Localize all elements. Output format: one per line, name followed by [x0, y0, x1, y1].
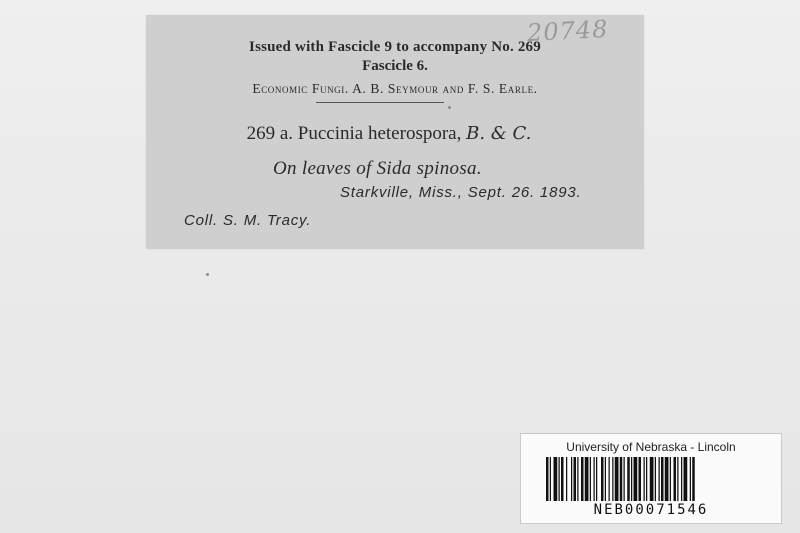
locality-date: Starkville, Miss., Sept. 26. 1893. [340, 184, 582, 201]
specimen-number: 269 a. [246, 123, 294, 144]
collector: Coll. S. M. Tracy. [184, 212, 312, 229]
paper-speck [448, 106, 451, 109]
species-authority: B. & C. [466, 123, 532, 144]
barcode-card [520, 433, 782, 524]
accession-number: 20748 [525, 14, 609, 48]
specimen-name-line [140, 123, 638, 145]
specimen-label [146, 15, 644, 249]
species-name: Puccinia heterospora, [297, 123, 462, 144]
paper-speck [206, 273, 209, 276]
fascicle-number: Fascicle 6. [362, 58, 428, 74]
barcode-bars [546, 457, 758, 501]
institution-name: University of Nebraska - Lincoln [566, 440, 736, 454]
barcode-number: NEB00071546 [593, 502, 709, 518]
series-authors: Economic Fungi. A. B. Seymour and F. S. Earle. [252, 81, 538, 96]
label-divider [316, 102, 444, 103]
issue-note: Issued with Fascicle 9 to accompany No. 269 [249, 39, 541, 55]
host-text: On leaves of Sida spinosa. [273, 158, 482, 179]
